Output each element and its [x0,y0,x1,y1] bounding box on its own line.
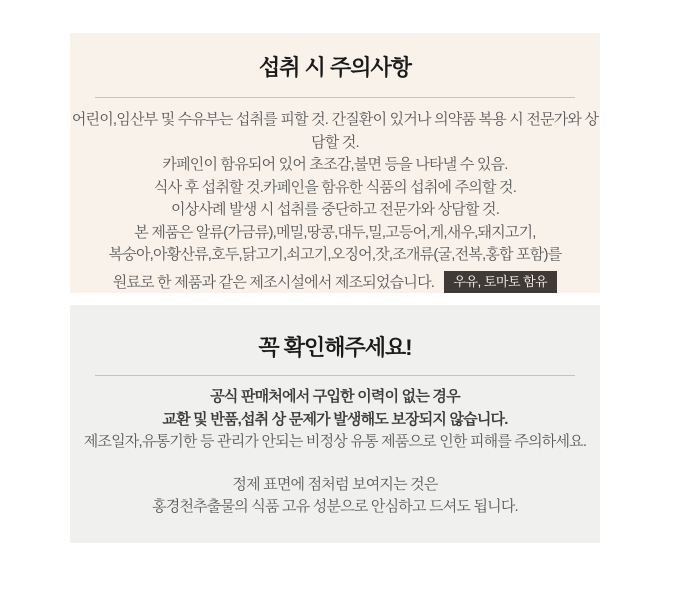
divider [95,97,575,98]
precaution-line [70,271,600,295]
precaution-line: 복숭아,아황산류,호두,닭고기,쇠고기,오징어,잣,조개류(굴,전복,홍합 포함)를 [108,246,562,263]
tablet-info-line: 홍경천추출물의 식품 고유 성분으로 안심하고 드셔도 됩니다. [152,498,518,515]
precaution-line: 어린이,임산부 및 수유부는 섭취를 피할 것. 간질환이 있거나 의약품 복용 시 전문가와 상담할 것. [71,111,599,151]
must-check-card [70,305,600,543]
precaution-line: 이상사례 발생 시 섭취를 중단하고 전문가와 상담할 것. [170,201,500,218]
precaution-line: 카페인이 함유되어 있어 초조감,불면 등을 나타낼 수 있음. [162,156,508,173]
intake-precautions-body [70,109,600,294]
allergen-badge: 우유, 토마토 함유 [444,271,558,293]
intake-precautions-title: 섭취 시 주의사항 [259,55,411,80]
precaution-line: 식사 후 섭취할 것.카페인을 함유한 식품의 섭취에 주의할 것. [153,178,517,196]
warranty-line: 교환 및 반품,섭취 상 문제가 발생해도 보장되지 않습니다. [162,410,508,428]
divider [95,375,575,376]
distribution-notice-line: 제조일자,유통기한 등 관리가 안되는 비정상 유통 제품으로 인한 피해를 주의하세요. [83,433,587,450]
precaution-line: 본 제품은 알류(가금류),메밀,땅콩,대두,밀,고등어,게,새우,돼지고기, [134,223,536,241]
tablet-info-line: 정제 표면에 점처럼 보여지는 것은 [232,475,438,493]
intake-precautions-card [70,33,600,293]
must-check-body [70,386,600,519]
must-check-title: 꼭 확인해주세요! [258,335,412,360]
warranty-line: 공식 판매처에서 구입한 이력이 없는 경우 [210,388,460,405]
precaution-line-text: 원료로 한 제품과 같은 제조시설에서 제조되었습니다. [112,273,435,291]
